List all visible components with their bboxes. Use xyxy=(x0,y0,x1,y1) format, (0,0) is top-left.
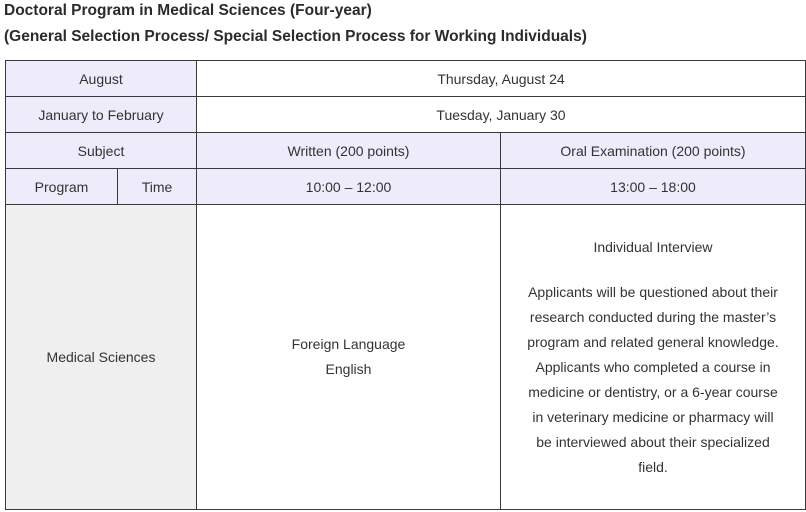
announce-value: Thursday, August 24 xyxy=(197,61,806,97)
oral-title: Individual Interview xyxy=(593,238,713,255)
page-subtitle: (General Selection Process/ Special Selection Process for Working Individuals) xyxy=(4,28,587,45)
page-title: Doctoral Program in Medical Sciences (Four-year) xyxy=(4,2,372,19)
exam-date-value: Tuesday, January 30 xyxy=(197,97,806,133)
subject-header: Subject xyxy=(6,133,197,169)
oral-line: Applicants who completed a course in xyxy=(535,358,771,375)
written-line-1: Foreign Language xyxy=(291,336,406,352)
time-header: Time xyxy=(118,169,197,205)
written-content xyxy=(197,205,501,510)
oral-time: 13:00 – 18:00 xyxy=(501,169,806,205)
subject-row xyxy=(6,133,806,169)
time-row xyxy=(6,169,806,205)
oral-line: program and related general knowledge. xyxy=(527,333,779,350)
program-name: Medical Sciences xyxy=(6,205,197,510)
oral-description xyxy=(501,280,805,480)
oral-content xyxy=(501,205,806,510)
program-row xyxy=(6,205,806,510)
announce-label: August xyxy=(6,61,197,97)
oral-line: medicine or dentistry, or a 6-year course xyxy=(528,383,778,400)
oral-line: Applicants will be questioned about their xyxy=(528,283,778,300)
oral-line: be interviewed about their specialized xyxy=(536,433,770,450)
oral-line: in veterinary medicine or pharmacy will xyxy=(532,408,774,425)
written-line-2: English xyxy=(325,361,372,377)
schedule-table xyxy=(5,60,806,510)
written-header: Written (200 points) xyxy=(197,133,501,169)
oral-spacer xyxy=(501,260,805,280)
oral-line: research conducted during the master’s xyxy=(529,308,777,325)
program-header: Program xyxy=(6,169,118,205)
exam-date-label: January to February xyxy=(6,97,197,133)
oral-line: field. xyxy=(638,458,668,475)
exam-date-row xyxy=(6,97,806,133)
oral-header: Oral Examination (200 points) xyxy=(501,133,806,169)
announce-row xyxy=(6,61,806,97)
written-time: 10:00 – 12:00 xyxy=(197,169,501,205)
